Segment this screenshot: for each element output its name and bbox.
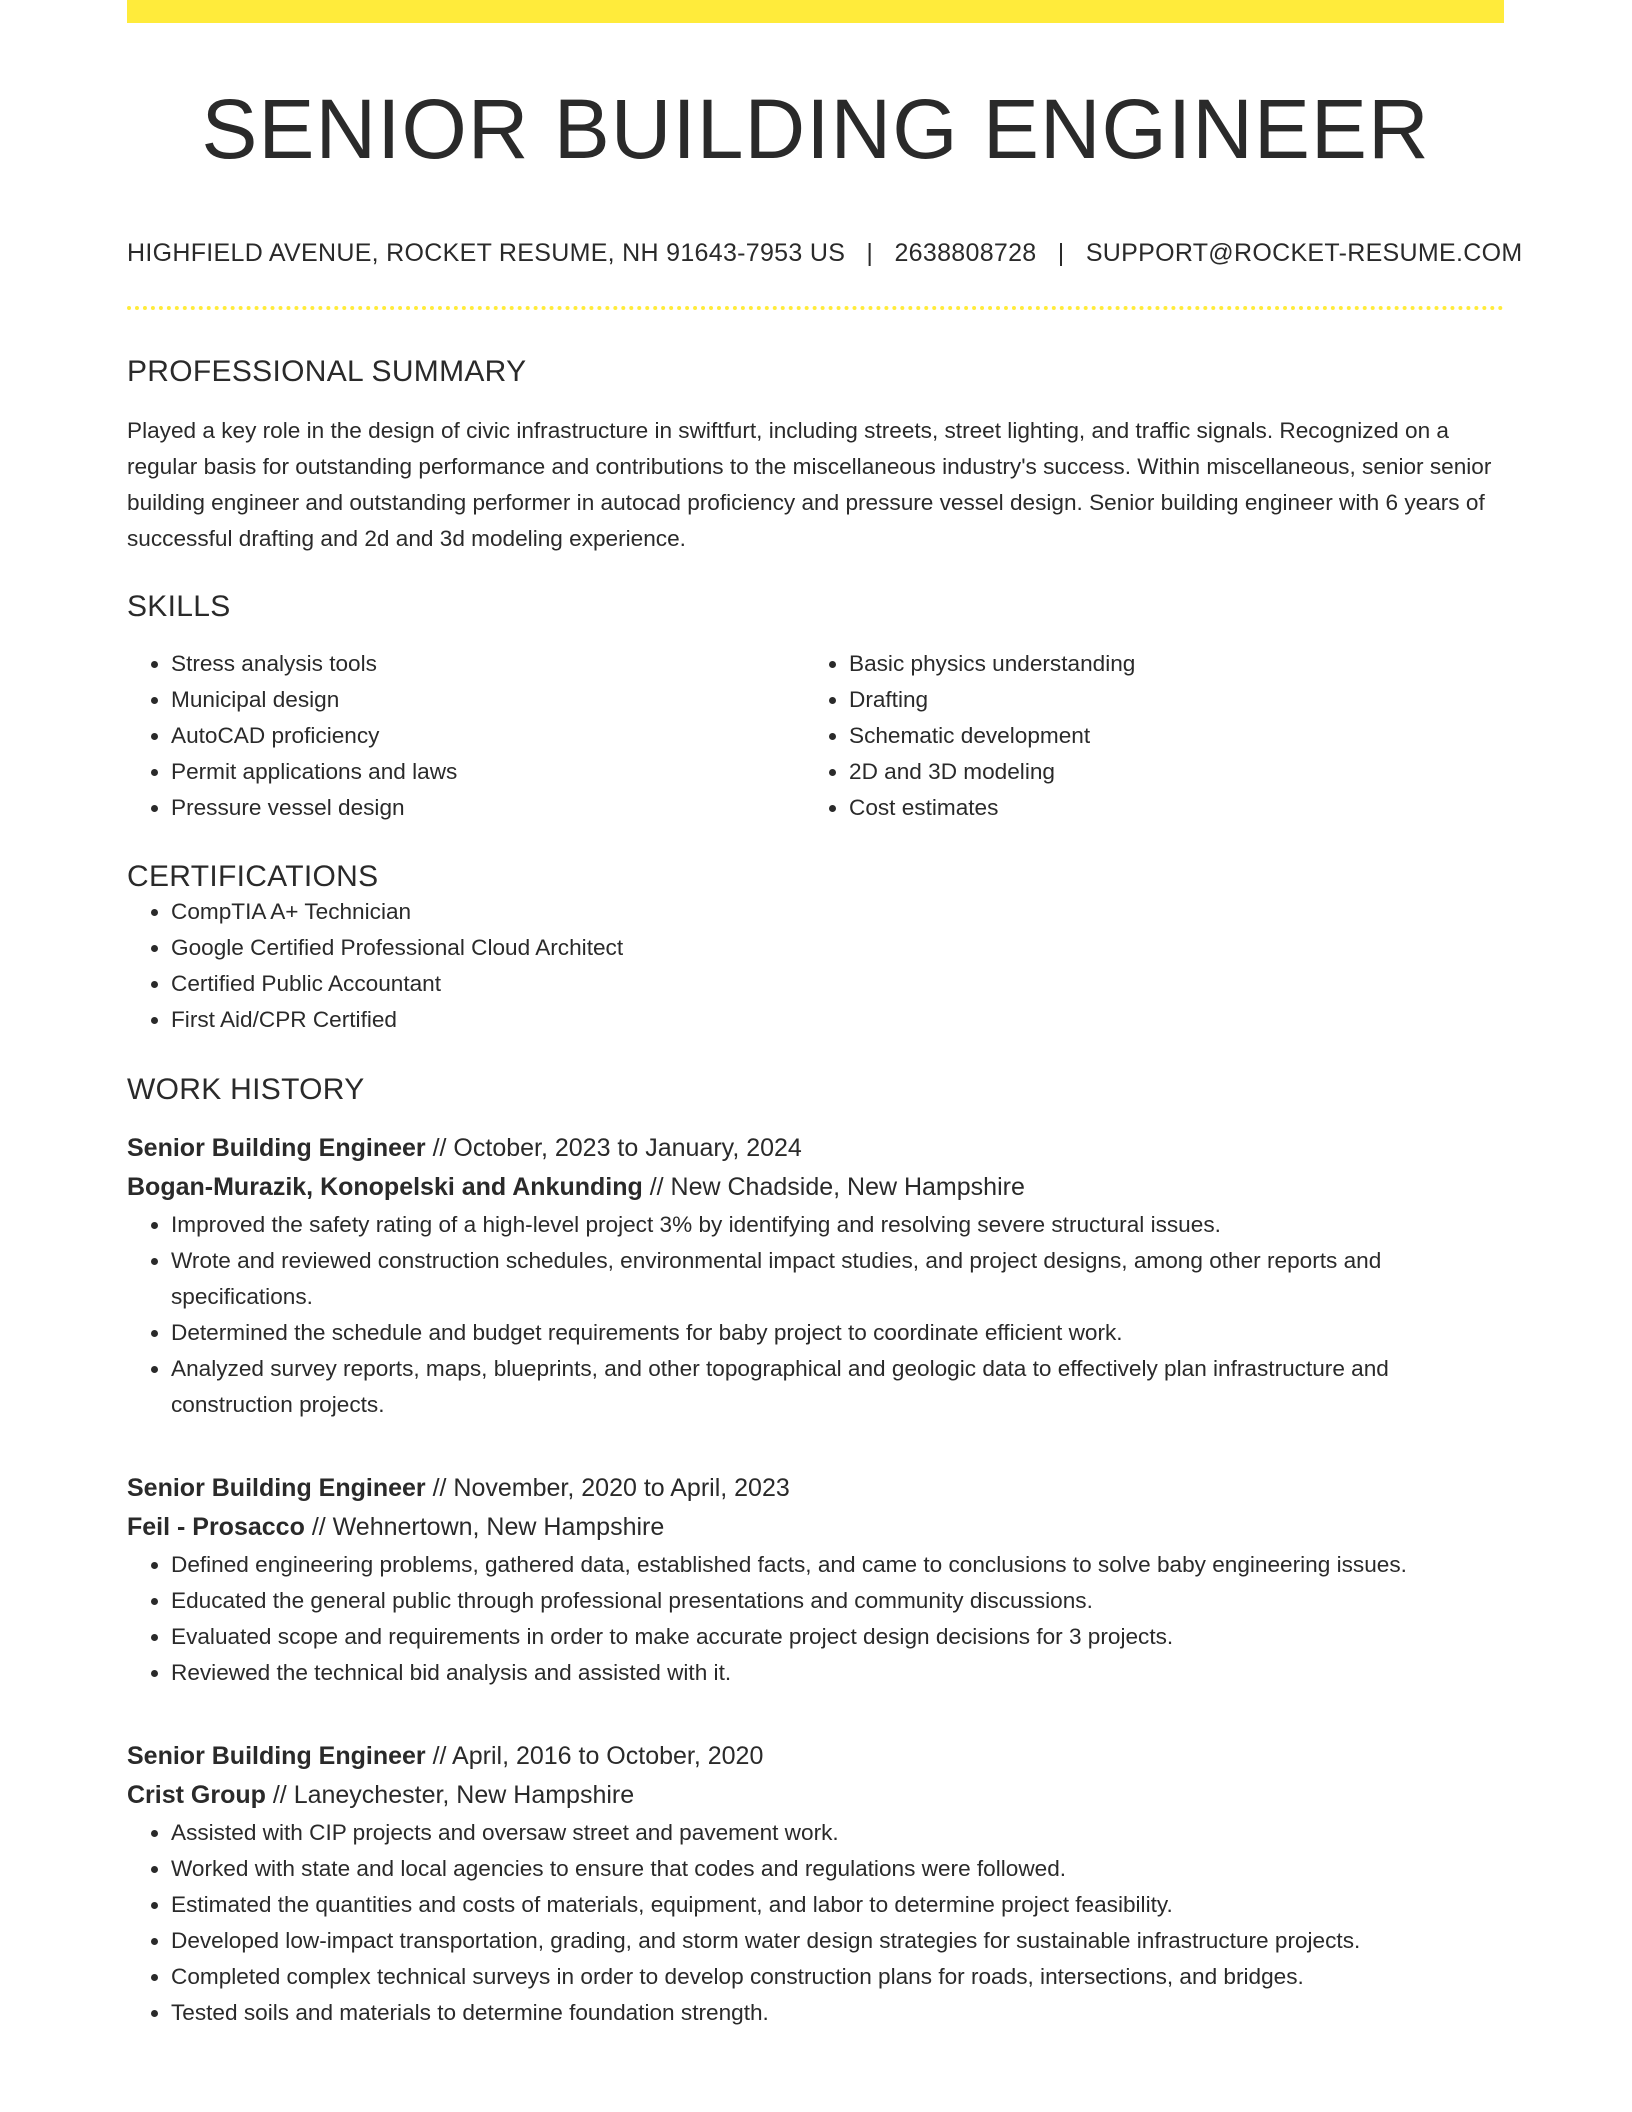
certification-item: • First Aid/CPR Certified [171, 1002, 1504, 1038]
job-company-line [127, 1168, 1504, 1207]
job-bullet: • Completed complex technical surveys in order to develop construction plans for roads, intersections, and bridges. [171, 1959, 1504, 1995]
job-bullet: • Estimated the quantities and costs of materials, equipment, and labor to determine project feasibility. [171, 1887, 1504, 1923]
job-entry [127, 1469, 1504, 1691]
summary-text: Played a key role in the design of civic infrastructure in swiftfurt, including streets, street lighting, and traffic signals. Recognized on a regular basis for outstanding performance and contributions to the miscellaneous industry's success. Within miscellaneous, senior senior building engineer and outstanding performer in autocad proficiency and pressure vessel design. Senior building engineer with 6 years of successful drafting and 2d and 3d modeling experience. [127, 418, 1492, 551]
job-bullet: • Developed low-impact transportation, grading, and storm water design strategies for sustainable infrastructure projects. [171, 1923, 1504, 1959]
job-bullet: • Reviewed the technical bid analysis and assisted with it. [171, 1655, 1504, 1691]
job-bullet: • Tested soils and materials to determine foundation strength. [171, 1995, 1504, 2031]
contact-separator: | [866, 239, 874, 267]
job-role-line [127, 1469, 1504, 1508]
job-bullet: • Determined the schedule and budget requirements for baby project to coordinate efficient work. [171, 1315, 1504, 1351]
skill-item: • Pressure vessel design [171, 790, 805, 826]
job-role-line [127, 1129, 1504, 1168]
job-bullet-list [127, 1815, 1504, 2031]
email-address: SUPPORT@ROCKET-RESUME.COM [1085, 239, 1523, 267]
address: HIGHFIELD AVENUE, ROCKET RESUME, NH 91643-7953 US [127, 239, 846, 267]
skills-list-right [805, 646, 1483, 826]
job-role: Senior Building Engineer [127, 1474, 426, 1502]
job-bullet: • Analyzed survey reports, maps, blueprints, and other topographical and geologic data to effectively plan infrastructure and construction projects. [171, 1351, 1504, 1423]
job-entry [127, 1737, 1504, 2031]
skill-item: • Basic physics understanding [849, 646, 1483, 682]
job-bullet: • Evaluated scope and requirements in order to make accurate project design decisions for 3 projects. [171, 1619, 1504, 1655]
skills-list-left [127, 646, 805, 826]
skill-item: • AutoCAD proficiency [171, 718, 805, 754]
summary-heading: PROFESSIONAL SUMMARY [127, 355, 527, 388]
skill-item: • 2D and 3D modeling [849, 754, 1483, 790]
certification-item: • Google Certified Professional Cloud Architect [171, 930, 1504, 966]
job-role: Senior Building Engineer [127, 1742, 426, 1770]
job-role-line [127, 1737, 1504, 1776]
skill-item: • Cost estimates [849, 790, 1483, 826]
page-title: SENIOR BUILDING ENGINEER [201, 82, 1430, 176]
job-company: Bogan-Murazik, Konopelski and Ankunding [127, 1173, 643, 1201]
resume-page [127, 0, 1523, 2031]
job-bullet: • Improved the safety rating of a high-level project 3% by identifying and resolving severe structural issues. [171, 1207, 1504, 1243]
work-history-heading: WORK HISTORY [127, 1073, 365, 1106]
job-location: // Wehnertown, New Hampshire [311, 1513, 665, 1541]
job-bullet: • Wrote and reviewed construction schedules, environmental impact studies, and project designs, among other reports and specifications. [171, 1243, 1504, 1315]
job-dates: // April, 2016 to October, 2020 [432, 1742, 764, 1770]
job-bullet-list [127, 1207, 1504, 1423]
certification-item: • CompTIA A+ Technician [171, 894, 1504, 930]
job-role: Senior Building Engineer [127, 1134, 426, 1162]
skill-item: • Permit applications and laws [171, 754, 805, 790]
contact-separator: | [1057, 239, 1065, 267]
accent-top-bar [127, 0, 1504, 23]
job-bullet: • Worked with state and local agencies to ensure that codes and regulations were followed. [171, 1851, 1504, 1887]
job-bullet: • Assisted with CIP projects and oversaw street and pavement work. [171, 1815, 1504, 1851]
job-company: Feil - Prosacco [127, 1513, 305, 1541]
dotted-divider [127, 306, 1504, 310]
skill-item: • Stress analysis tools [171, 646, 805, 682]
skill-item: • Drafting [849, 682, 1483, 718]
job-dates: // November, 2020 to April, 2023 [432, 1474, 790, 1502]
job-bullet-list [127, 1547, 1504, 1691]
skill-item: • Schematic development [849, 718, 1483, 754]
skills-column-right [805, 646, 1483, 826]
certification-item: • Certified Public Accountant [171, 966, 1504, 1002]
skills-grid [127, 646, 1504, 826]
certifications-list [127, 894, 1504, 1038]
job-entry [127, 1129, 1504, 1423]
job-location: // Laneychester, New Hampshire [272, 1781, 635, 1809]
job-company-line [127, 1776, 1504, 1815]
skills-heading: SKILLS [127, 590, 231, 623]
job-company-line [127, 1508, 1504, 1547]
job-dates: // October, 2023 to January, 2024 [432, 1134, 802, 1162]
job-bullet: • Educated the general public through professional presentations and community discussions. [171, 1583, 1504, 1619]
job-company: Crist Group [127, 1781, 266, 1809]
phone-number: 2638808728 [894, 239, 1037, 267]
contact-line [127, 239, 1523, 268]
job-location: // New Chadside, New Hampshire [649, 1173, 1025, 1201]
certifications-heading: CERTIFICATIONS [127, 860, 379, 893]
skills-column-left [127, 646, 805, 826]
job-bullet: • Defined engineering problems, gathered data, established facts, and came to conclusions to solve baby engineering issues. [171, 1547, 1504, 1583]
skill-item: • Municipal design [171, 682, 805, 718]
